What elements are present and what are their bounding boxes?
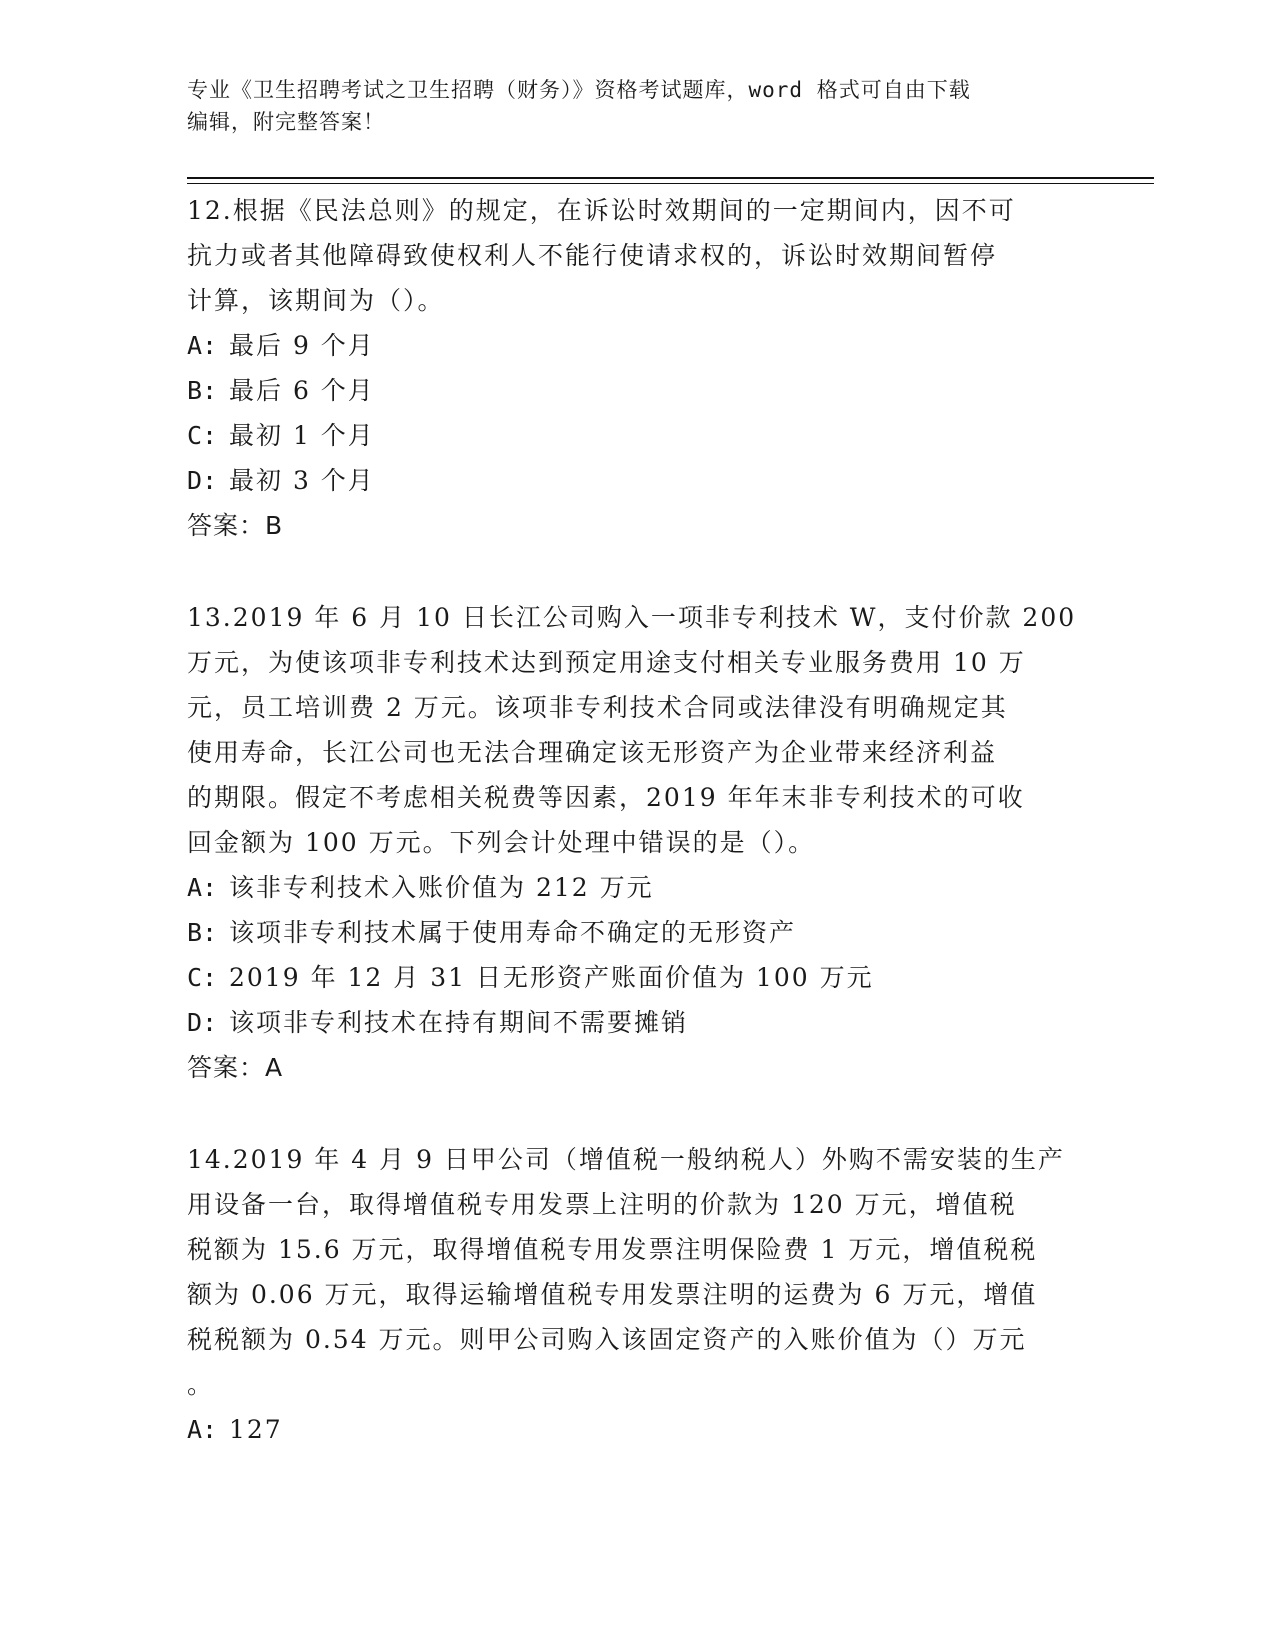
answer-line: 答案：A [187, 1053, 284, 1082]
question-stem-line: 额为 0.06 万元，取得运输增值税专用发票注明的运费为 6 万元，增值 [187, 1280, 1038, 1309]
question-stem-line: 回金额为 100 万元。下列会计处理中错误的是（）。 [187, 828, 816, 857]
option-key: C: [187, 421, 218, 450]
header-divider [187, 177, 1154, 179]
option-text: 2019 年 12 月 31 日无形资产账面价值为 100 万元 [229, 963, 874, 992]
question-list [187, 188, 1087, 1452]
question-13 [187, 595, 1087, 1090]
option-text: 该项非专利技术在持有期间不需要摊销 [229, 1008, 689, 1037]
option-key: A: [187, 331, 218, 360]
header-line: 编辑，附完整答案！ [187, 110, 385, 134]
option-b [187, 910, 1087, 955]
document-header [187, 74, 1077, 138]
option-text: 最初 1 个月 [229, 421, 375, 450]
option-key: B: [187, 376, 218, 405]
question-stem-line: 。 [187, 1370, 215, 1399]
option-b [187, 368, 1087, 413]
option-key: A: [187, 873, 218, 902]
question-12 [187, 188, 1087, 548]
option-key: B: [187, 918, 218, 947]
question-stem-line: 万元，为使该项非专利技术达到预定用途支付相关专业服务费用 10 万 [187, 648, 1026, 677]
question-stem-line: 计算，该期间为（）。 [187, 286, 445, 315]
spacer [187, 1090, 1087, 1137]
option-text: 最后 9 个月 [229, 331, 375, 360]
question-stem-line: 元，员工培训费 2 万元。该项非专利技术合同或法律没有明确规定其 [187, 693, 1008, 722]
option-text: 该非专利技术入账价值为 212 万元 [229, 873, 654, 902]
option-d [187, 458, 1087, 503]
option-key: D: [187, 466, 218, 495]
option-text: 最后 6 个月 [229, 376, 375, 405]
question-stem-line: 税额为 15.6 万元，取得增值税专用发票注明保险费 1 万元，增值税税 [187, 1235, 1038, 1264]
option-key: A: [187, 1415, 218, 1444]
option-c [187, 955, 1087, 1000]
question-stem-line: 的期限。假定不考虑相关税费等因素，2019 年年末非专利技术的可收 [187, 783, 1025, 812]
option-a [187, 865, 1087, 910]
spacer [187, 548, 1087, 595]
header-divider-thin [187, 183, 1154, 184]
question-stem-line: 13.2019 年 6 月 10 日长江公司购入一项非专利技术 W，支付价款 200 [187, 603, 1077, 632]
option-a [187, 1407, 1087, 1452]
option-key: D: [187, 1008, 218, 1037]
option-d [187, 1000, 1087, 1045]
answer-line: 答案：B [187, 511, 284, 540]
option-text: 最初 3 个月 [229, 466, 375, 495]
question-stem-line: 14.2019 年 4 月 9 日甲公司（增值税一般纳税人）外购不需安装的生产 [187, 1145, 1065, 1174]
question-stem-line: 抗力或者其他障碍致使权利人不能行使请求权的，诉讼时效期间暂停 [187, 241, 998, 270]
option-key: C: [187, 963, 218, 992]
option-text: 127 [229, 1415, 283, 1444]
option-a [187, 323, 1087, 368]
question-stem-line: 税税额为 0.54 万元。则甲公司购入该固定资产的入账价值为（）万元 [187, 1325, 1027, 1354]
question-stem-line: 12.根据《民法总则》的规定，在诉讼时效期间的一定期间内，因不可 [187, 196, 1016, 225]
option-text: 该项非专利技术属于使用寿命不确定的无形资产 [229, 918, 797, 947]
option-c [187, 413, 1087, 458]
question-stem-line: 用设备一台，取得增值税专用发票上注明的价款为 120 万元，增值税 [187, 1190, 1017, 1219]
header-line: 专业《卫生招聘考试之卫生招聘（财务）》资格考试题库，word 格式可自由下载 [187, 78, 971, 102]
question-stem-line: 使用寿命，长江公司也无法合理确定该无形资产为企业带来经济利益 [187, 738, 998, 767]
question-14 [187, 1137, 1087, 1452]
